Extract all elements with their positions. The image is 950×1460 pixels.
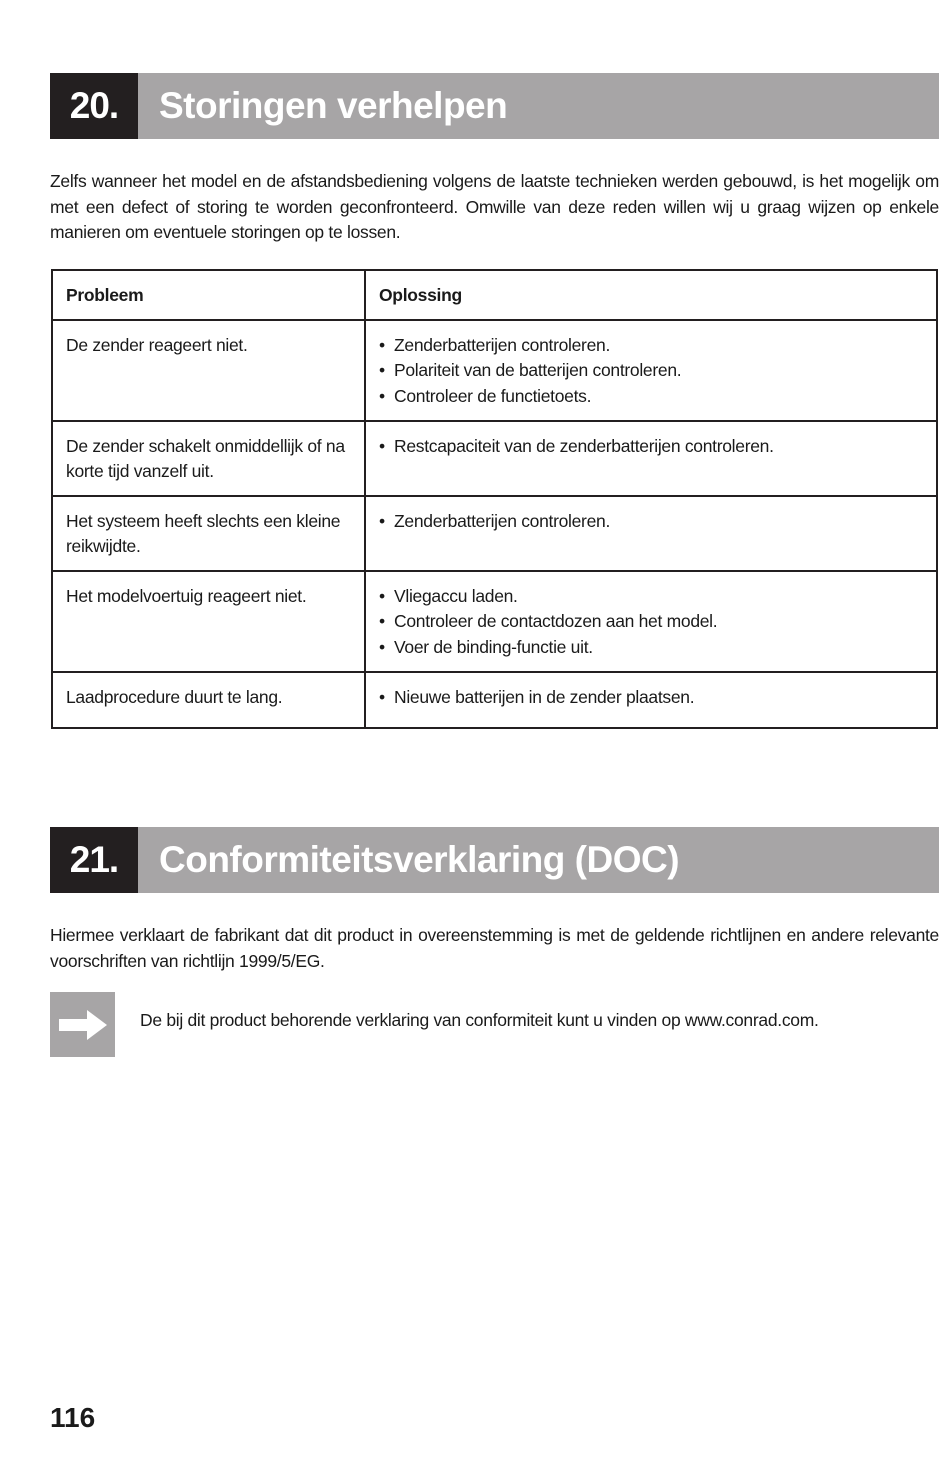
solution-item: • Controleer de functietoets. xyxy=(379,384,924,410)
column-header-problem: Probleem xyxy=(52,270,365,320)
section-21-header xyxy=(50,827,939,893)
page-number: 116 xyxy=(50,1402,96,1433)
arrow-right-icon xyxy=(50,992,115,1057)
problem-cell: De zender schakelt onmiddellijk of na korte tijd vanzelf uit. xyxy=(52,421,365,496)
section-number: 20. xyxy=(50,73,138,139)
solution-item: • Nieuwe batterijen in de zender plaatsen. xyxy=(379,685,924,711)
table-row xyxy=(52,571,937,672)
problem-cell: Het modelvoertuig reageert niet. xyxy=(52,571,365,672)
solution-item: • Restcapaciteit van de zenderbatterijen controleren. xyxy=(379,434,924,460)
table-header-row xyxy=(52,270,937,320)
solution-item: • Voer de binding-functie uit. xyxy=(379,635,924,661)
section-20-intro: Zelfs wanneer het model en de afstandsbediening volgens de laatste technieken werden gebouwd, is het mogelijk om met een defect of storing te worden geconfronteerd. Omwille van deze reden willen wij u graag wijzen op enkele manieren om eventuele storingen op te lossen. xyxy=(50,171,939,242)
section-title: Conformiteitsverklaring (DOC) xyxy=(138,827,939,893)
column-header-solution: Oplossing xyxy=(365,270,937,320)
section-title: Storingen verhelpen xyxy=(138,73,939,139)
solution-item: • Zenderbatterijen controleren. xyxy=(379,509,924,535)
solution-item: • Polariteit van de batterijen controleren. xyxy=(379,358,924,384)
solution-cell xyxy=(365,421,937,496)
table-row xyxy=(52,421,937,496)
solution-item: • Zenderbatterijen controleren. xyxy=(379,333,924,359)
solution-cell xyxy=(365,571,937,672)
solution-item: • Controleer de contactdozen aan het model. xyxy=(379,609,924,635)
section-20-header xyxy=(50,73,939,139)
section-21-text: Hiermee verklaart de fabrikant dat dit product in overeenstemming is met de geldende richtlijnen en andere relevante voorschriften van richtlijn 1999/5/EG. xyxy=(50,925,939,971)
problem-cell: Het systeem heeft slechts een kleine reikwijdte. xyxy=(52,496,365,571)
problem-cell: De zender reageert niet. xyxy=(52,320,365,421)
table-row xyxy=(52,320,937,421)
troubleshooting-table xyxy=(51,269,938,729)
solution-cell xyxy=(365,320,937,421)
solution-item: • Vliegaccu laden. xyxy=(379,584,924,610)
table-row xyxy=(52,496,937,571)
conformity-note: De bij dit product behorende verklaring van conformiteit kunt u vinden op www.conrad.com. xyxy=(140,1010,819,1030)
solution-cell xyxy=(365,672,937,728)
section-number: 21. xyxy=(50,827,138,893)
solution-cell xyxy=(365,496,937,571)
table-row xyxy=(52,672,937,728)
problem-cell: Laadprocedure duurt te lang. xyxy=(52,672,365,728)
